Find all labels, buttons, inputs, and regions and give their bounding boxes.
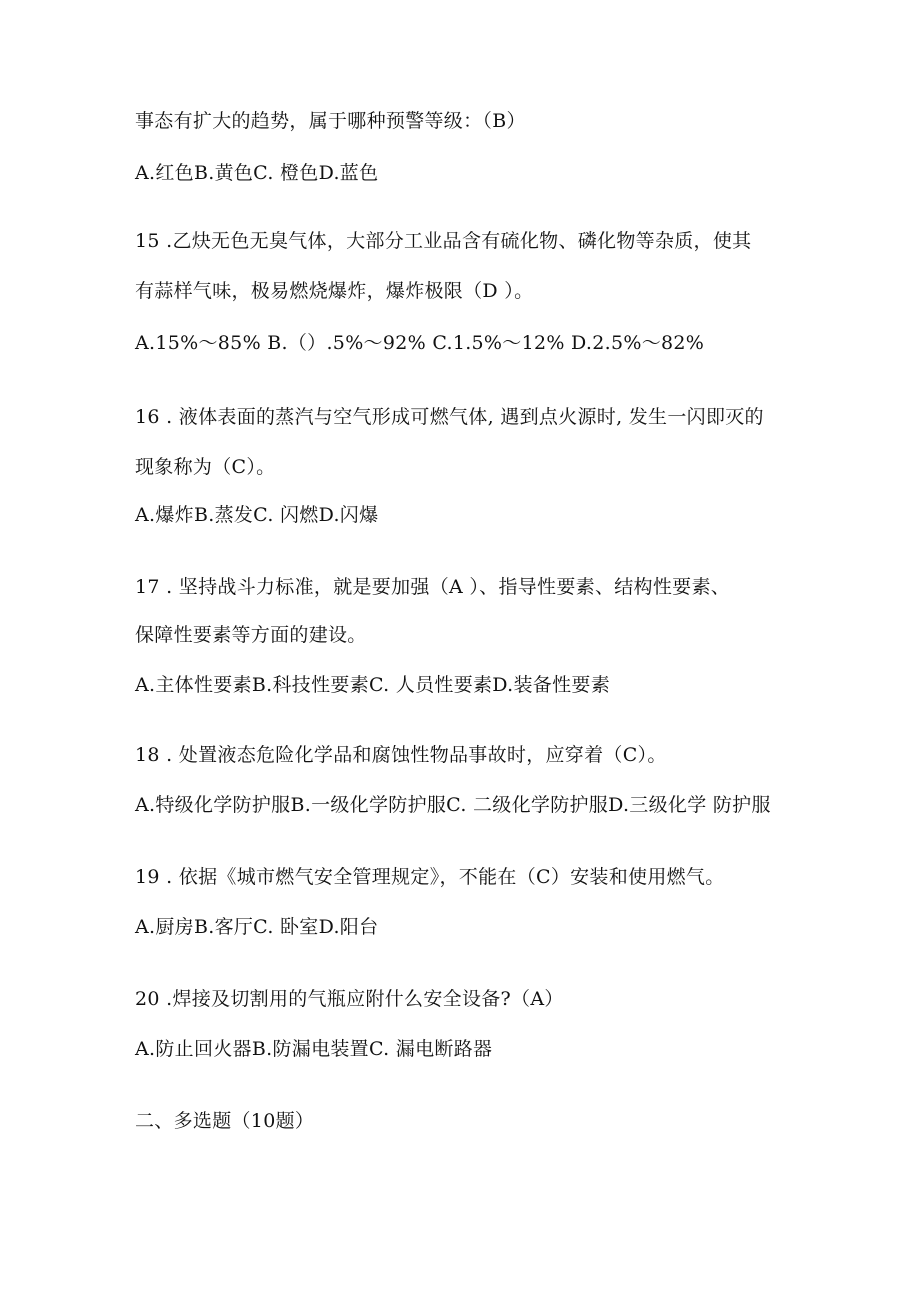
question-17-stem-line-2: 保障性要素等方面的建设。 bbox=[135, 624, 367, 646]
question-19-options: A.厨房B.客厅C. 卧室D.阳台 bbox=[135, 916, 379, 938]
question-20-stem: 20 .焊接及切割用的气瓶应附什么安全设备?（A） bbox=[135, 988, 564, 1010]
question-15-stem-line-1: 15 .乙炔无色无臭气体，大部分工业品含有硫化物、磷化物等杂质，使其 bbox=[135, 230, 752, 252]
question-19-stem: 19 . 依据《城市燃气安全管理规定》，不能在（C）安装和使用燃气。 bbox=[135, 866, 725, 888]
question-16-stem-line-1: 16 . 液体表面的蒸汽与空气形成可燃气体, 遇到点火源时, 发生一闪即灭的 bbox=[135, 406, 764, 428]
question-17-stem-line-1: 17 . 坚持战斗力标准，就是要加强（A ）、指导性要素、结构性要素、 bbox=[135, 576, 731, 598]
section-heading-multiple-choice: 二、多选题（10题） bbox=[135, 1110, 315, 1132]
question-15-stem-line-2: 有蒜样气味，极易燃烧爆炸，爆炸极限（D ）。 bbox=[135, 280, 534, 302]
question-15-options: A.15%～85% B.（）.5%～92% C.1.5%～12% D.2.5%～82% bbox=[135, 332, 705, 354]
question-17-options: A.主体性要素B.科技性要素C. 人员性要素D.装备性要素 bbox=[135, 674, 610, 696]
question-16-stem-line-2: 现象称为（C）。 bbox=[135, 456, 276, 478]
question-16-options: A.爆炸B.蒸发C. 闪燃D.闪爆 bbox=[135, 504, 379, 526]
question-18-options: A.特级化学防护服B.一级化学防护服C. 二级化学防护服D.三级化学 防护服 bbox=[135, 794, 771, 816]
question-14-options: A.红色B.黄色C. 橙色D.蓝色 bbox=[135, 162, 379, 184]
question-14-stem-tail: 事态有扩大的趋势，属于哪种预警等级：（B） bbox=[135, 110, 526, 132]
question-18-stem: 18 . 处置液态危险化学品和腐蚀性物品事故时，应穿着（C）。 bbox=[135, 744, 667, 766]
question-20-options: A.防止回火器B.防漏电装置C. 漏电断路器 bbox=[135, 1038, 493, 1060]
